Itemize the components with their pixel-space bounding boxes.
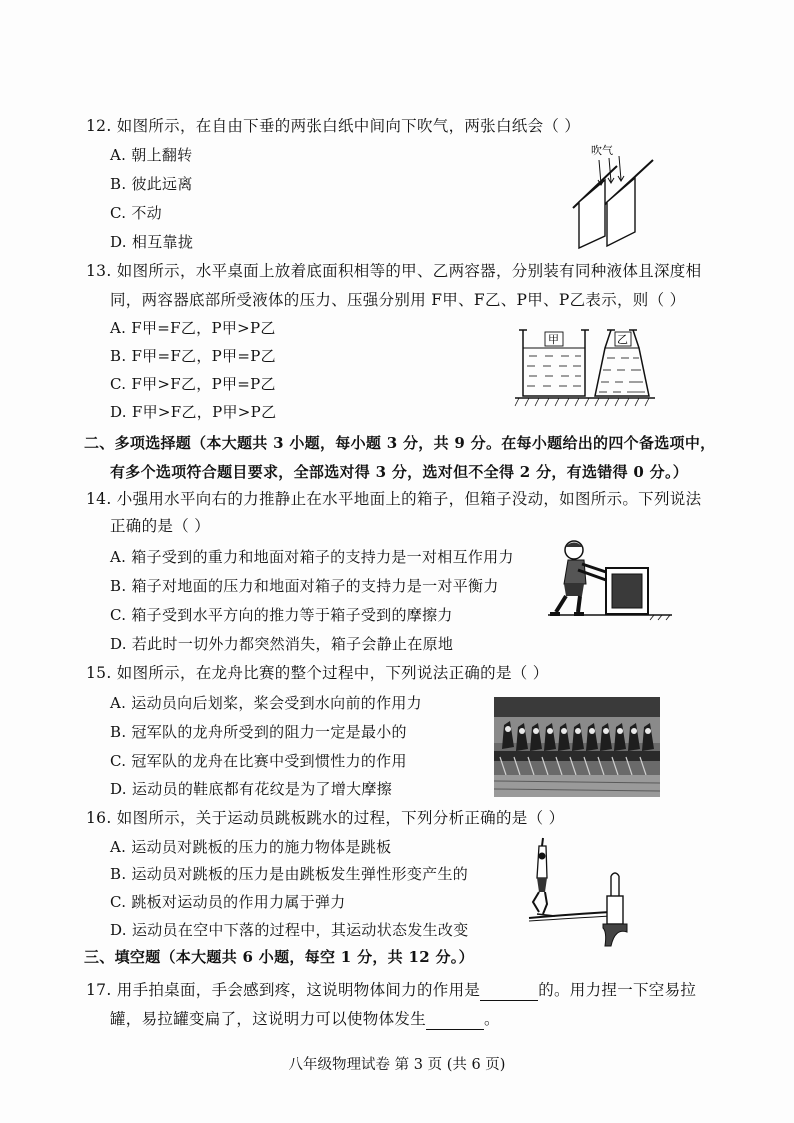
q17-text-part3: 罐，易拉罐变扁了，这说明力可以使物体发生 — [110, 1010, 427, 1028]
container-b-label: 乙 — [617, 333, 628, 346]
q12-option-d: D. 相互靠拢 — [110, 233, 194, 251]
q15-option-d: D. 运动员的鞋底都有花纹是为了增大摩擦 — [110, 780, 393, 798]
container-a-label: 甲 — [548, 333, 559, 346]
q17-text-part2: 的。用力捏一下空易拉 — [538, 981, 697, 999]
section-2-heading-line1: 二、多项选择题（本大题共 3 小题，每小题 3 分，共 9 分。在每小题给出的四个备选项中， — [84, 434, 716, 452]
q13-stem-line1: 13. 如图所示，水平桌面上放着底面积相等的甲、乙两容器，分别装有同种液体且深度相 — [86, 262, 702, 280]
q16-option-b: B. 运动员对跳板的压力是由跳板发生弹性形变产生的 — [110, 865, 469, 883]
q17-blank-1[interactable] — [480, 980, 538, 1001]
q15-option-b: B. 冠军队的龙舟所受到的阻力一定是最小的 — [110, 723, 407, 741]
q14-option-b: B. 箱子对地面的压力和地面对箱子的支持力是一对平衡力 — [110, 577, 499, 595]
diver-springboard-figure — [515, 836, 640, 954]
q14-stem-line1: 14. 小强用水平向右的力推静止在水平地面上的箱子，但箱子没动，如图所示。下列说法 — [86, 490, 702, 508]
q16-stem: 16. 如图所示，关于运动员跳板跳水的过程，下列分析正确的是（ ） — [86, 809, 565, 827]
q17-line2 — [110, 1009, 500, 1030]
q15-option-a: A. 运动员向后划桨，桨会受到水向前的作用力 — [110, 694, 422, 712]
q12-option-a: A. 朝上翻转 — [110, 146, 193, 164]
q16-option-d: D. 运动员在空中下落的过程中，其运动状态发生改变 — [110, 921, 469, 939]
paper-blowing-figure — [565, 140, 665, 250]
q17-text-part4: 。 — [484, 1010, 500, 1028]
q12-option-c: C. 不动 — [110, 204, 162, 222]
q15-option-c: C. 冠军队的龙舟在比赛中受到惯性力的作用 — [110, 752, 407, 770]
q13-option-c: C. F甲>F乙，P甲=P乙 — [110, 375, 276, 393]
boy-pushing-box-figure — [548, 538, 672, 620]
q14-option-d: D. 若此时一切外力都突然消失，箱子会静止在原地 — [110, 635, 454, 653]
q17-line1 — [86, 980, 696, 1001]
section-2-heading-line2: 有多个选项符合题目要求，全部选对得 3 分，选对但不全得 2 分，有选错得 0 分。） — [110, 463, 689, 481]
q14-option-a: A. 箱子受到的重力和地面对箱子的支持力是一对相互作用力 — [110, 548, 514, 566]
q12-option-b: B. 彼此远离 — [110, 175, 193, 193]
dragon-boat-photo — [494, 697, 660, 797]
q13-option-d: D. F甲>F乙，P甲>P乙 — [110, 403, 277, 421]
blow-label: 吹气 — [591, 144, 613, 157]
q15-stem: 15. 如图所示，在龙舟比赛的整个过程中，下列说法正确的是（ ） — [86, 664, 549, 682]
q17-text-part1: 17. 用手拍桌面，手会感到疼，这说明物体间力的作用是 — [86, 981, 481, 999]
section-3-heading: 三、填空题（本大题共 6 小题，每空 1 分，共 12 分。） — [84, 948, 474, 966]
q14-stem-line2: 正确的是（ ） — [110, 517, 211, 535]
q13-stem-line2: 同，两容器底部所受液体的压力、压强分别用 F甲、F乙、P甲、P乙表示，则（ ） — [110, 291, 686, 309]
q16-option-a: A. 运动员对跳板的压力的施力物体是跳板 — [110, 838, 392, 856]
page-footer: 八年级物理试卷 第 3 页 (共 6 页) — [288, 1057, 506, 1073]
q13-option-a: A. F甲=F乙，P甲>P乙 — [110, 319, 276, 337]
q17-blank-2[interactable] — [426, 1009, 484, 1030]
containers-figure — [515, 326, 655, 408]
q14-option-c: C. 箱子受到水平方向的推力等于箱子受到的摩擦力 — [110, 606, 453, 624]
q12-stem: 12. 如图所示，在自由下垂的两张白纸中间向下吹气，两张白纸会（ ） — [86, 117, 581, 135]
q13-option-b: B. F甲=F乙，P甲=P乙 — [110, 347, 276, 365]
q16-option-c: C. 跳板对运动员的作用力属于弹力 — [110, 893, 346, 911]
